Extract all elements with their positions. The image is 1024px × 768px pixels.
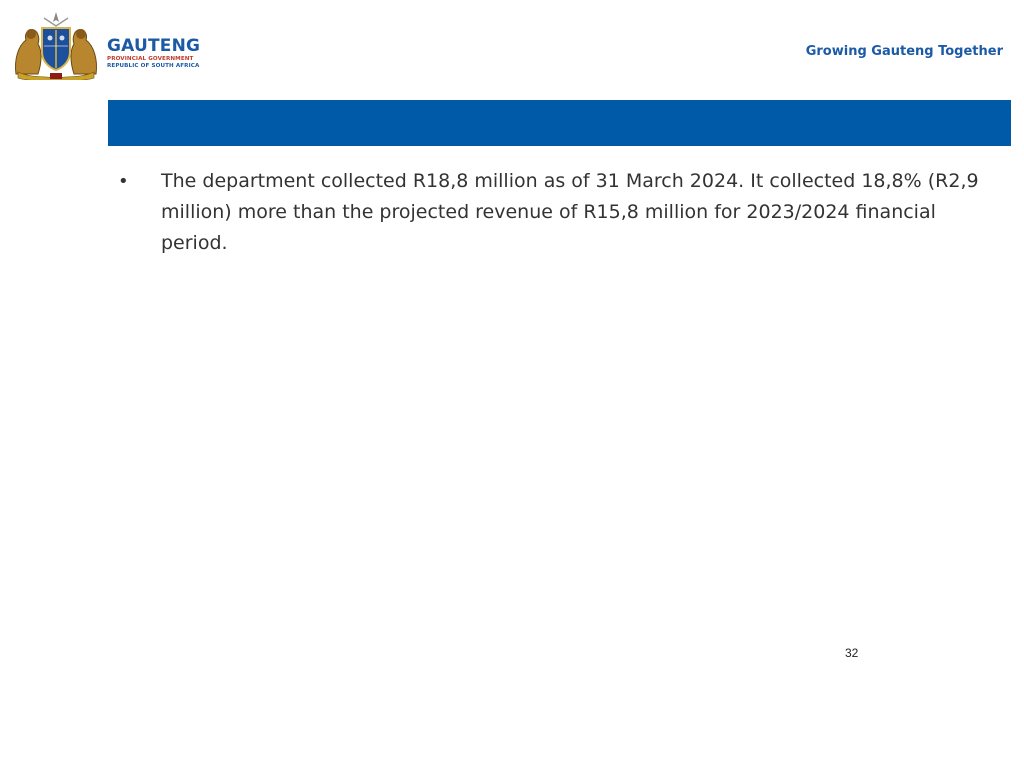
logo-subtitle-republic: REPUBLIC OF SOUTH AFRICA: [107, 62, 200, 69]
title-bar: [108, 100, 1011, 146]
tagline: Growing Gauteng Together: [805, 44, 1003, 59]
bullet-list: [118, 166, 998, 259]
list-item: [118, 166, 998, 259]
logo-subtitle-provincial: PROVINCIAL GOVERNMENT: [107, 56, 194, 62]
logo-name: GAUTENG: [107, 36, 201, 56]
bullet-icon: •: [118, 171, 129, 192]
page-number: 32: [845, 646, 859, 660]
gauteng-logo: [107, 38, 200, 69]
bullet-text: The department collected R18,8 million as of 31 March 2024. It collected 18,8% (R2,9 million) more than the projected revenue of R15,8 million for 2023/2024 financial period.: [161, 170, 979, 254]
coat-of-arms-icon: [10, 10, 102, 80]
